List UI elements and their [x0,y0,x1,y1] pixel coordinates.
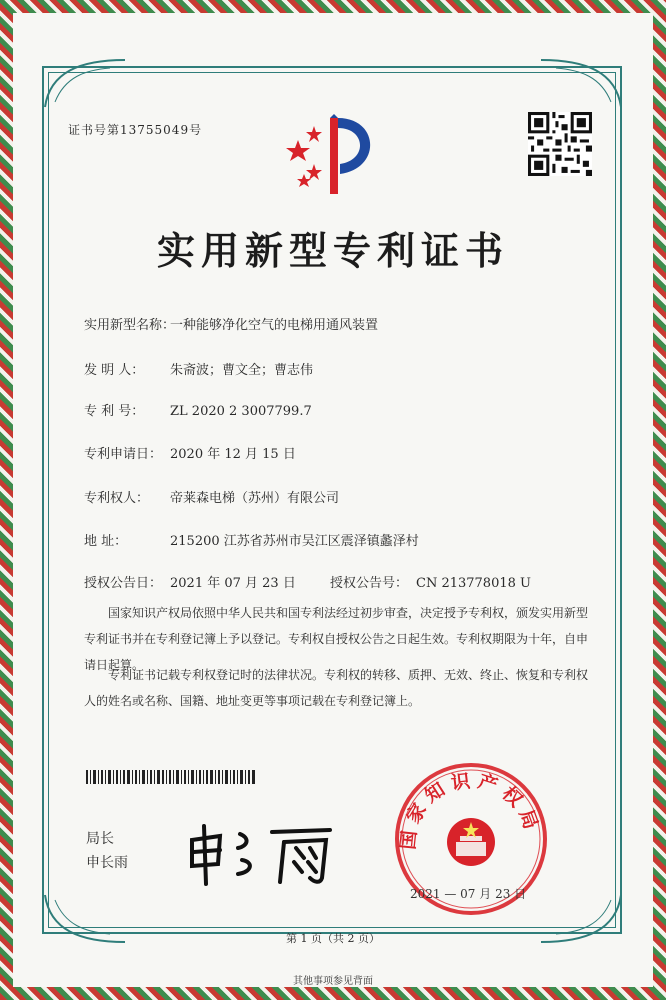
field-value: 帝莱森电梯（苏州）有限公司 [170,491,340,506]
field-label: 专利申请日： [84,447,163,462]
field-value: 215200 江苏省苏州市吴江区震泽镇蠡泽村 [170,534,419,549]
field-inventor [84,359,313,378]
field-application-date [84,443,296,462]
director-name: 申长雨 [86,855,128,871]
field-label: 实用新型名称： [84,318,176,333]
barcode-icon [86,770,256,784]
field-label: 发 明 人： [84,363,145,378]
qr-code-icon [528,112,592,176]
corner-ornament-top-left [40,52,130,112]
field-grant-date [84,572,296,591]
corner-ornament-top-right [536,52,626,112]
field-label: 专利权人： [84,491,150,506]
signature-icon [180,812,340,892]
seal-date: 2021 — 07 月 23 日 [410,887,527,901]
seal-text: 国家知识产权局 [397,769,544,851]
certificate-number: 证书号第13755049号 [68,123,203,137]
footer-note: 其他事项参见背面 [293,976,373,987]
statement-paragraph-1: 国家知识产权局依照中华人民共和国专利法经过初步审查，决定授予专利权，颁发实用新型专利证书并在专利登记簿上予以登记。专利权自授权公告之日起生效。专利权期限为十年，自申请日起算。 [84,606,589,672]
field-value: 一种能够净化空气的电梯用通风装置 [170,318,379,333]
field-label: 地 址： [84,534,128,549]
field-grant-number [330,572,531,591]
statement-paragraph-2: 专利证书记载专利权登记时的法律状况。专利权的转移、质押、无效、终止、恢复和专利权人的姓名或名称、国籍、地址变更等事项记载在专利登记簿上。 [84,668,589,708]
certificate-title: 实用新型专利证书 [156,228,509,273]
field-patent-number [84,400,312,419]
field-patentee [84,487,339,506]
director-title: 局长 [86,831,114,847]
field-address [84,530,419,549]
field-value: 2021 年 07 月 23 日 [170,576,296,591]
field-utility-name [84,314,378,333]
page-number: 第 1 页（共 2 页） [286,932,380,945]
field-value: CN 213778018 U [416,576,531,591]
field-label: 专 利 号： [84,404,145,419]
cnipa-logo-icon [284,112,384,198]
field-value: ZL 2020 2 3007799.7 [170,404,312,419]
field-label: 授权公告日： [84,576,163,591]
field-value: 朱斋波；曹文全；曹志伟 [170,363,314,378]
field-value: 2020 年 12 月 15 日 [170,447,296,462]
field-label: 授权公告号： [330,576,409,591]
